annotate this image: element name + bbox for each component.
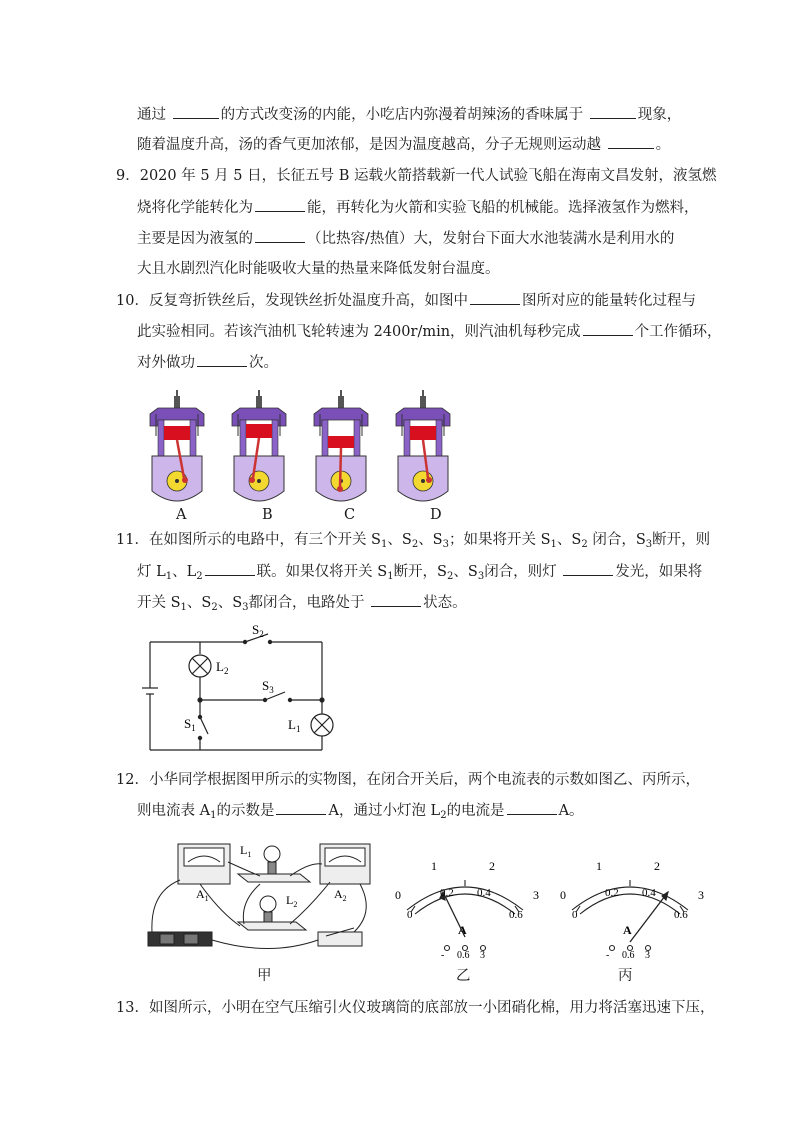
fig-label-jia: 甲 <box>257 968 272 984</box>
bing-bot-2: 0.4 <box>642 887 656 899</box>
engine-label-a: A <box>176 507 187 523</box>
q12-line-1: 12．小华同学根据图甲所示的实物图，在闭合开关后，两个电流表的示数如图乙、丙所示， <box>116 772 700 788</box>
label-l1: $L_1$ <box>288 717 301 734</box>
label-a1-apparatus: $A_1$ <box>196 887 209 903</box>
yi-bot-1: 0.2 <box>440 887 454 899</box>
yi-unit: A <box>458 923 467 937</box>
bing-bot-0: 0 <box>572 909 578 921</box>
answer-blank[interactable] <box>255 197 305 212</box>
bing-top-1: 1 <box>596 859 602 873</box>
label-s3: $S_3$ <box>262 678 274 695</box>
answer-blank[interactable] <box>197 352 247 367</box>
engine-d <box>396 390 450 501</box>
q10-line-3: 对外做功 次。 <box>137 352 278 373</box>
q10-line-2: 此实验相同。若该汽油机飞轮转速为 2400r/min，则汽油机每秒完成 个工作循环， <box>137 321 722 342</box>
answer-blank[interactable] <box>276 800 326 815</box>
engine-b <box>232 390 286 501</box>
fig-label-yi: 乙 <box>456 968 471 984</box>
answer-blank[interactable] <box>583 321 633 336</box>
q10-line-1: 10．反复弯折铁丝后，发现铁丝折处温度升高，如图中 图所对应的能量转化过程与 <box>116 290 696 311</box>
q11-line-1: 11．在如图所示的电路中，有三个开关 $S_1$、$S_2$、$S_3$；如果将开关 $S_1$、$S_2$ 闭合，$S_3$断开，则 <box>116 532 711 550</box>
ammeter-yi <box>385 852 545 962</box>
label-l2-apparatus: $L_2$ <box>286 893 298 909</box>
yi-bot-0: 0 <box>407 909 413 921</box>
apparatus-figure <box>140 832 380 962</box>
q9-line-4: 大且水剧烈汽化时能吸收大量的热量来降低发射台温度。 <box>137 261 500 277</box>
label-s2: $S_2$ <box>252 622 264 639</box>
answer-blank[interactable] <box>205 561 255 576</box>
label-a2-apparatus: $A_2$ <box>334 887 347 903</box>
yi-bot-3: 0.6 <box>509 909 523 921</box>
bing-unit: A <box>623 923 632 937</box>
answer-blank[interactable] <box>255 228 305 243</box>
bing-term-3: 3 <box>645 950 650 961</box>
engine-strokes-figure <box>140 390 480 520</box>
yi-term-06: 0.6 <box>457 950 470 961</box>
q11-line-3: 开关 $S_1$、$S_2$、$S_3$都闭合，电路处于 状态。 <box>137 592 467 618</box>
answer-blank[interactable] <box>173 104 219 119</box>
q8-line-2: 随着温度升高，汤的香气更加浓郁，是因为温度越高，分子无规则运动越 。 <box>137 134 670 155</box>
ammeter-bing <box>550 852 710 962</box>
bing-top-3: 3 <box>698 888 704 902</box>
bing-top-2: 2 <box>654 859 660 873</box>
bing-top-0: 0 <box>560 888 566 902</box>
answer-blank[interactable] <box>507 800 557 815</box>
label-l1-apparatus: $L_1$ <box>240 843 252 859</box>
q9-line-2: 烧将化学能转化为 能，再转化为火箭和实验飞船的机械能。选择液氢作为燃料， <box>137 197 699 218</box>
answer-blank[interactable] <box>563 561 613 576</box>
yi-top-1: 1 <box>431 859 437 873</box>
fig-label-bing: 丙 <box>618 968 633 984</box>
q12-line-2: 则电流表 $A_1$的示数是 A，通过小灯泡 $L_2$的电流是 A。 <box>137 800 584 826</box>
answer-blank[interactable] <box>371 592 421 607</box>
label-s1: $S_1$ <box>184 716 196 733</box>
bing-term-minus: - <box>606 950 610 961</box>
yi-top-3: 3 <box>533 888 539 902</box>
q9-line-3: 主要是因为液氢的 （比热容/热值）大，发射台下面大水池装满水是利用水的 <box>137 228 674 249</box>
label-l2: $L_2$ <box>216 659 229 676</box>
yi-term-minus: - <box>441 950 445 961</box>
yi-term-3: 3 <box>480 950 485 961</box>
yi-top-0: 0 <box>395 888 401 902</box>
bing-bot-3: 0.6 <box>674 909 688 921</box>
yi-bot-2: 0.4 <box>477 887 491 899</box>
q13-line-1: 13．如图所示，小明在空气压缩引火仪玻璃筒的底部放一小团硝化棉，用力将活塞迅速下压， <box>116 1000 715 1016</box>
q8-line-1: 通过 的方式改变汤的内能，小吃店内弥漫着胡辣汤的香味属于 现象， <box>137 104 681 125</box>
answer-blank[interactable] <box>590 104 636 119</box>
circuit-diagram <box>140 622 340 752</box>
engine-a <box>150 390 204 501</box>
engine-label-b: B <box>262 507 273 523</box>
engine-label-c: C <box>344 507 356 523</box>
answer-blank[interactable] <box>608 134 654 149</box>
answer-blank[interactable] <box>470 290 520 305</box>
engine-c <box>314 390 368 501</box>
bing-bot-1: 0.2 <box>605 887 619 899</box>
q9-line-1: 9．2020 年 5 月 5 日，长征五号 B 运载火箭搭载新一代人试验飞船在海南文昌发射，液氢燃 <box>116 168 717 184</box>
yi-top-2: 2 <box>489 859 495 873</box>
engine-label-d: D <box>430 507 442 523</box>
q11-line-2: 灯 $L_1$、$L_2$ 联。如果仅将开关 $S_1$断开，$S_2$、$S_3$闭合，则灯 发光，如果将 <box>137 561 702 587</box>
bing-term-06: 0.6 <box>622 950 635 961</box>
